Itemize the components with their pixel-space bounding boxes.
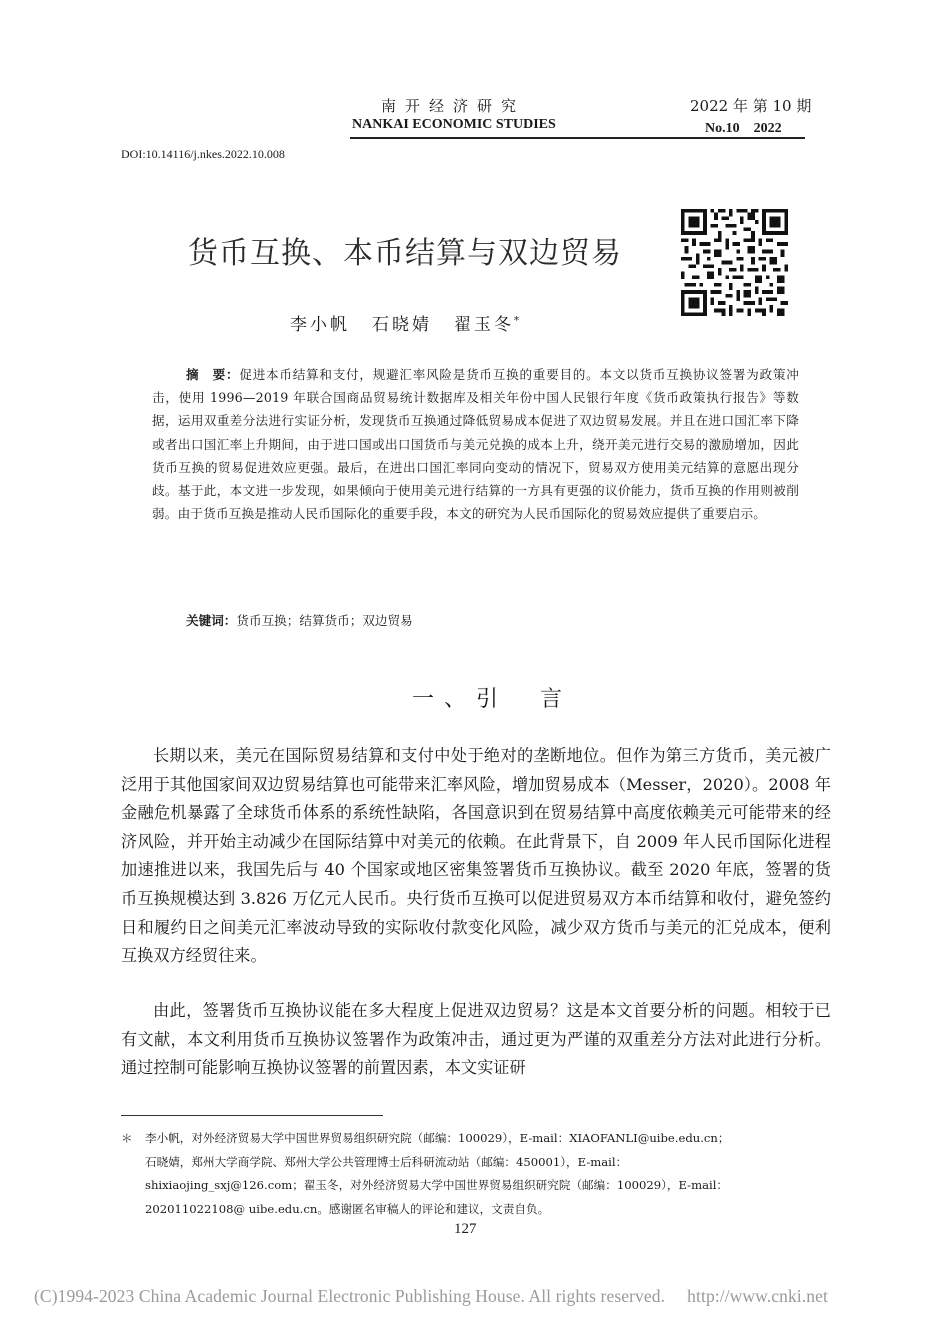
journal-name-en: NANKAI ECONOMIC STUDIES xyxy=(352,117,556,132)
copyright-watermark: (C)1994-2023 China Academic Journal Electronic Publishing House. All rights reserved. http://www.cnki.net xyxy=(34,1286,828,1306)
body-paragraph xyxy=(121,742,831,971)
qr-code-icon xyxy=(681,209,788,316)
header-rule xyxy=(350,137,805,139)
paragraph-text: 由此，签署货币互换协议能在多大程度上促进双边贸易？这是本文首要分析的问题。相较于已有文献，本文利用货币互换协议签署作为政策冲击，通过更为严谨的双重差分方法对此进行分析。通过控制可能影响互换协议签署的前置因素，本文实证研 xyxy=(121,1001,831,1078)
footnote-line: 李小帆，对外经济贸易大学中国世界贸易组织研究院（邮编：100029），E-mail：XIAOFANLI@uibe.edu.cn； xyxy=(145,1131,730,1145)
footnote xyxy=(121,1127,831,1221)
issue-cn: 2022 年 第 10 期 xyxy=(690,97,812,115)
body-paragraph xyxy=(121,997,831,1083)
page-number: 127 xyxy=(454,1221,477,1237)
footnote-rule xyxy=(121,1115,383,1116)
keywords-label: 关键词： xyxy=(186,613,237,628)
author-list xyxy=(290,310,519,335)
journal-name-cn: 南开经济研究 xyxy=(381,97,526,115)
issue-en: No.10 2022 xyxy=(705,121,782,136)
author-name: 翟玉冬 xyxy=(454,315,514,335)
paper-title: 货币互换、本币结算与双边贸易 xyxy=(188,236,622,271)
section-heading: 一、引 言 xyxy=(412,687,573,712)
footnote-line: 202011022108@ uibe.edu.cn。感谢匿名审稿人的评论和建议，文责自负。 xyxy=(145,1201,550,1216)
author-footnote-mark: * xyxy=(514,315,519,327)
keywords xyxy=(186,610,413,629)
footnote-line: 石晓婧，郑州大学商学院、郑州大学公共管理博士后科研流动站（邮编：450001），E-mail： xyxy=(145,1154,628,1169)
footnote-line: shixiaojing_sxj@126.com；翟玉冬，对外经济贸易大学中国世界贸易组织研究院（邮编：100029），E-mail： xyxy=(145,1178,728,1192)
abstract-label: 摘 要： xyxy=(186,367,240,382)
abstract xyxy=(152,363,799,525)
abstract-text: 促进本币结算和支付，规避汇率风险是货币互换的重要目的。本文以货币互换协议签署为政策冲击，使用 1996—2019 年联合国商品贸易统计数据库及相关年份中国人民银行年度《货币政策执行报告》等数据，运用双重差分法进行实证分析，发现货币互换通过降低贸易成本促进了双边贸易发展。并且在进口国汇率下降或者出口国汇率上升期间，由于进口国或出口国货币与美元兑换的成本上升，绕开美元进行交易的激励增加，因此货币互换的贸易促进效应更强。最后，在进出口国汇率同向变动的情况下，贸易双方使用美元结算的意愿出现分歧。基于此，本文进一步发现，如果倾向于使用美元进行结算的一方具有更强的议价能力，货币互换的作用则被削弱。由于货币互换是推动人民币国际化的重要手段，本文的研究为人民币国际化的贸易效应提供了重要启示。 xyxy=(152,367,799,522)
footnote-mark: ＊ xyxy=(121,1131,133,1145)
paragraph-text: 长期以来，美元在国际贸易结算和支付中处于绝对的垄断地位。但作为第三方货币，美元被广泛用于其他国家间双边贸易结算也可能带来汇率风险，增加贸易成本（Messer，2020）。2008 年金融危机暴露了全球货币体系的系统性缺陷，各国意识到在贸易结算中高度依赖美元可能带来的经济风险，并开始主动减少在国际结算中对美元的依赖。在此背景下，自 2009 年人民币国际化进程加速推进以来，我国先后与 40 个国家或地区密集签署货币互换协议。截至 2020 年底，签署的货币互换规模达到 3.826 万亿元人民币。央行货币互换可以促进贸易双方本币结算和收付，避免签约日和履约日之间美元汇率波动导致的实际收付款变化风险，减少双方货币与美元的汇兑成本，便利互换双方经贸往来。 xyxy=(121,746,831,966)
doi: DOI:10.14116/j.nkes.2022.10.008 xyxy=(121,147,285,161)
keywords-text: 货币互换；结算货币；双边贸易 xyxy=(236,613,413,628)
author-name: 石晓婧 xyxy=(372,315,432,335)
author-name: 李小帆 xyxy=(290,315,350,335)
